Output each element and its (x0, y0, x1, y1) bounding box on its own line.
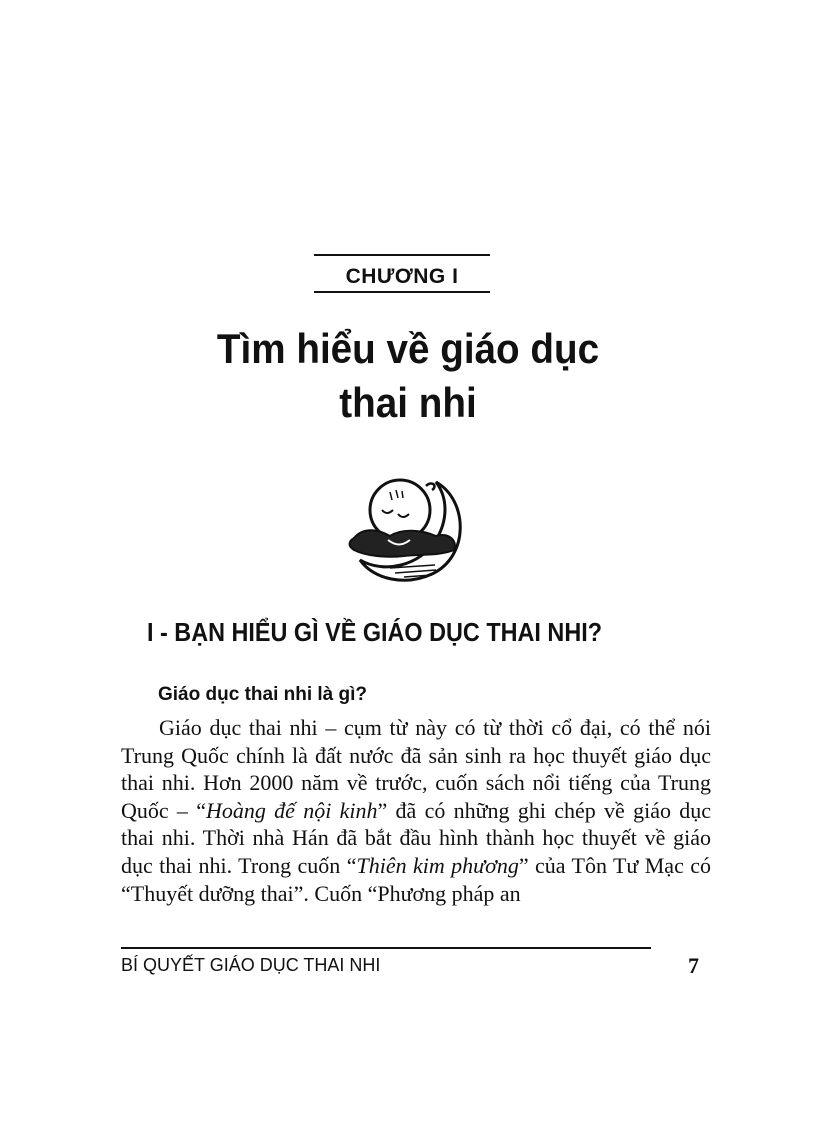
italic-book-title-2: Thiên kim phương (356, 852, 519, 878)
sleeping-baby-illustration (340, 470, 480, 585)
subheading: Giáo dục thai nhi là gì? (158, 684, 368, 705)
page-number: 7 (688, 953, 699, 978)
chapter-title-line-2: thai nhi (339, 379, 477, 426)
footer-rule (121, 947, 651, 949)
body-paragraph (121, 714, 711, 907)
italic-book-title-1: Hoàng đế nội kinh (205, 797, 378, 823)
chapter-rule-bottom (314, 291, 490, 293)
footer-book-title: BÍ QUYẾT GIÁO DỤC THAI NHI (121, 955, 381, 975)
baby-hair-curl (426, 483, 434, 490)
chapter-title (125, 322, 692, 430)
chapter-title-line-1: Tìm hiểu về giáo dục (216, 325, 600, 372)
paragraph-part-3: ” của Tôn Tư Mạc có “Thuyết dưỡng thai”. Cuốn “Phương pháp an (121, 852, 711, 906)
section-heading: I - BẠN HIỂU GÌ VỀ GIÁO DỤC THAI NHI? (147, 617, 603, 647)
chapter-label: CHƯƠNG I (345, 265, 459, 288)
chapter-rule-top (314, 254, 490, 256)
paragraph-part-1: Giáo dục thai nhi – cụm từ này có từ thời cổ đại, có thể nói Trung Quốc chính là đất nước đã sản sinh ra học thuyết giáo dục thai nhi. Hơn 2000 năm về trước, cuốn sách nổi tiếng của Trung Quốc – “ (121, 715, 711, 823)
paragraph-part-2: ” đã có những ghi chép về giáo dục thai nhi. Thời nhà Hán đã bắt đầu hình thành học thuyết về giáo dục thai nhi. Trong cuốn “ (121, 797, 711, 878)
